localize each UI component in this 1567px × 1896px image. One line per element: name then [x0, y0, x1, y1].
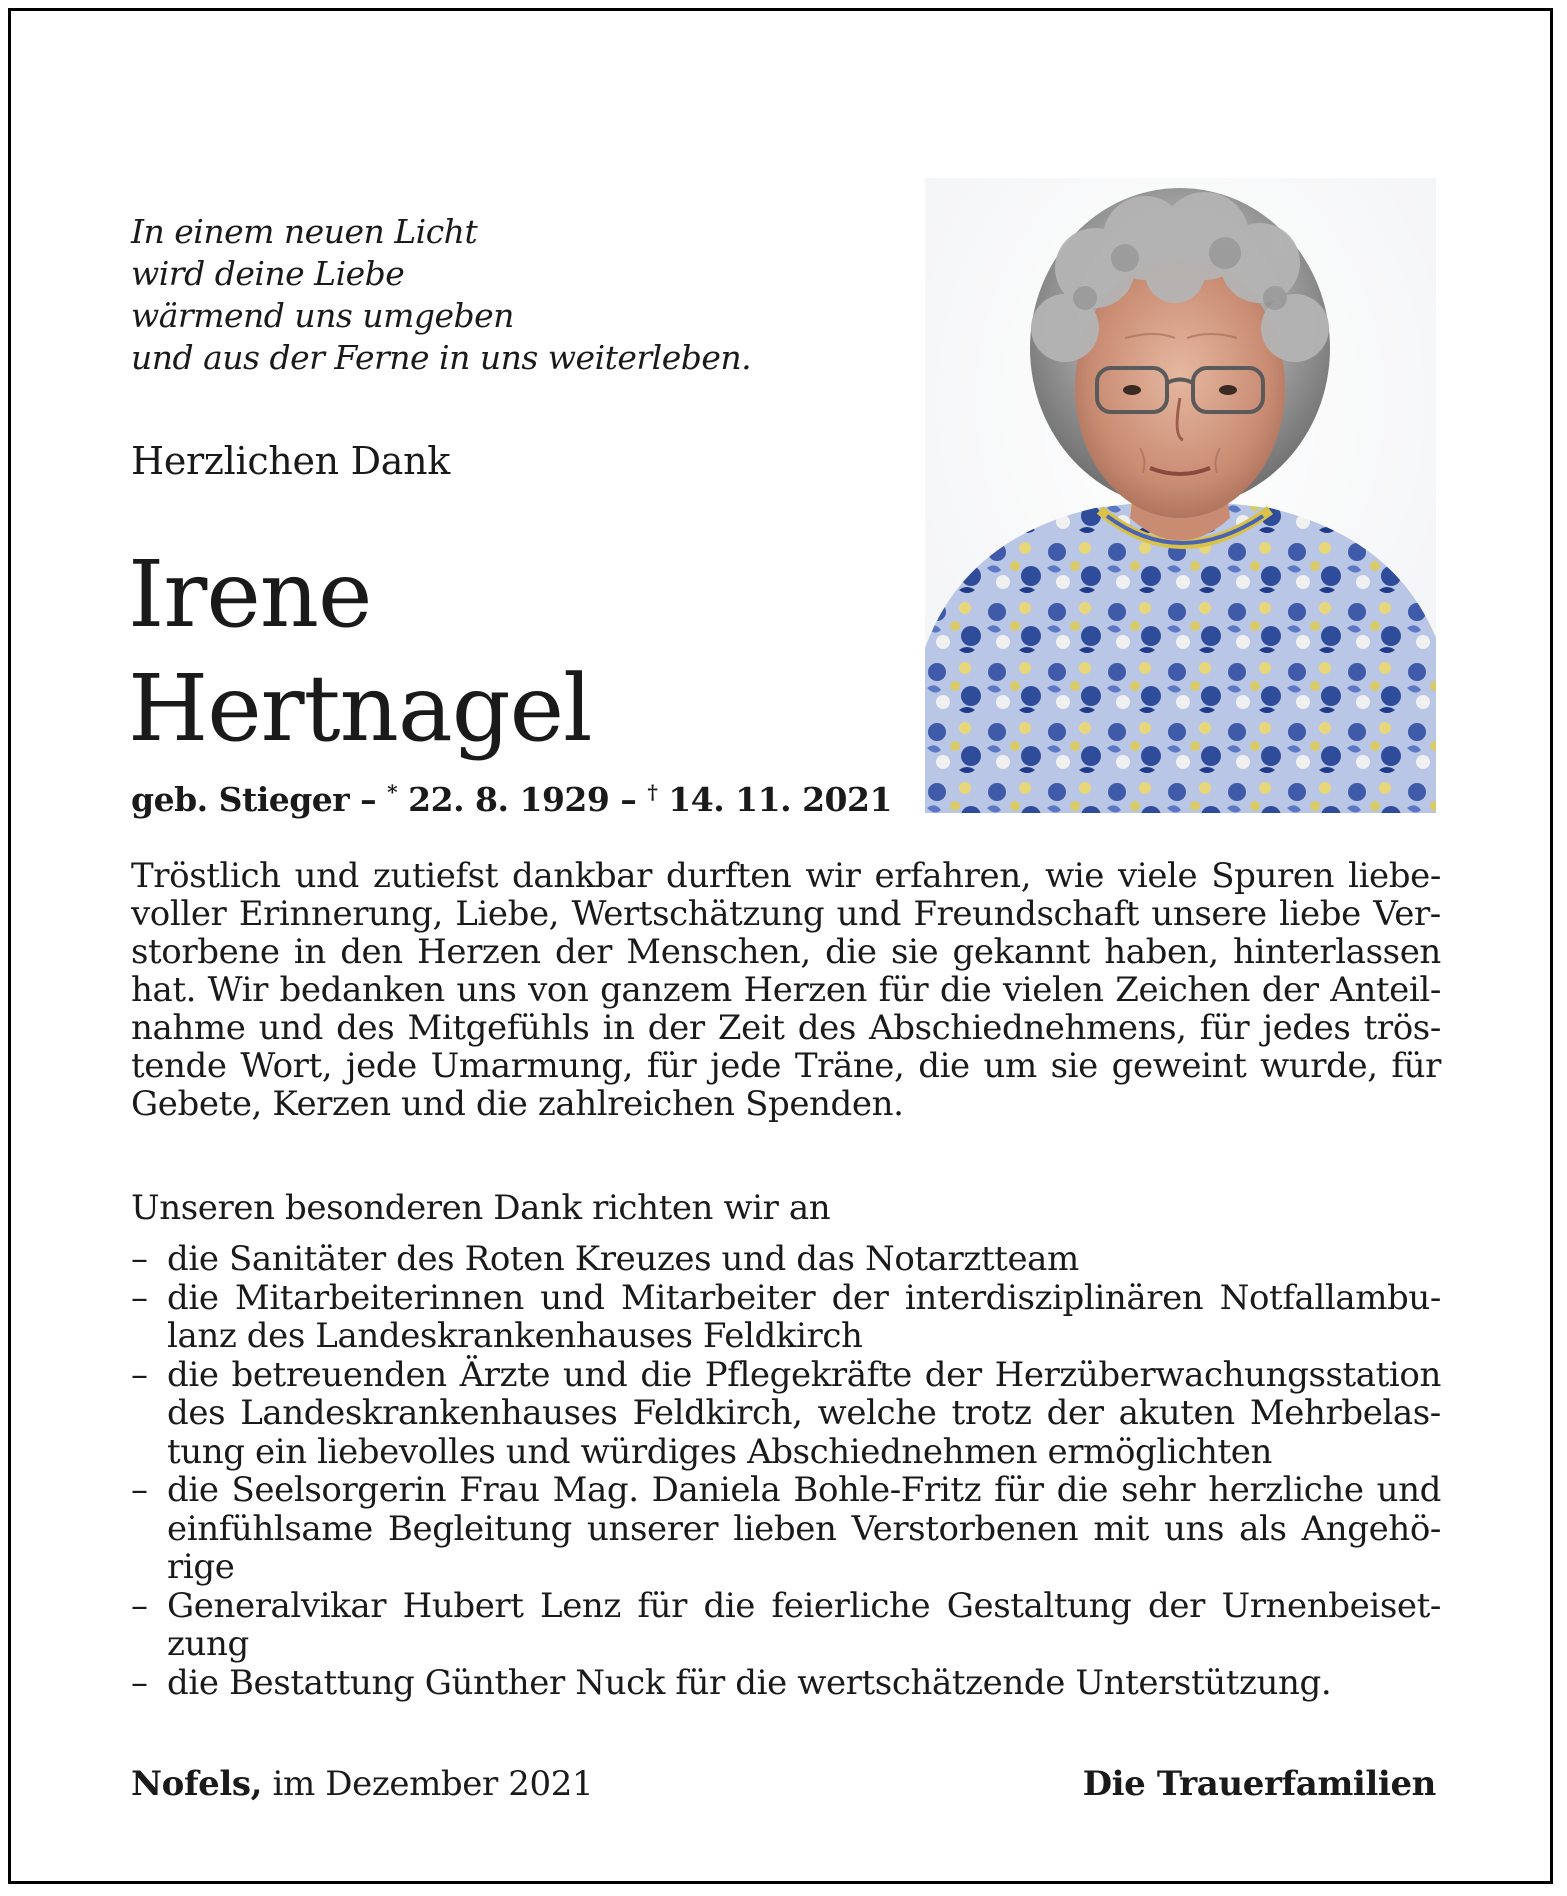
- text-line: storbene in den Herzen der Menschen, die sie gekannt haben, hinterlassen: [131, 932, 1441, 972]
- birth-name: geb. Stieger: [131, 780, 350, 819]
- last-name: Hertnagel: [128, 655, 592, 762]
- poem-line: und aus der Ferne in uns weiterleben.: [131, 338, 752, 377]
- list-item-line: die Seelsorgerin Frau Mag. Daniela Bohle-Fritz für die sehr herzliche und: [167, 1470, 1441, 1510]
- poem-line: wird deine Liebe: [131, 254, 405, 293]
- signature: Die Trauerfamilien: [1082, 1764, 1436, 1804]
- dash-bullet: –: [131, 1662, 148, 1703]
- list-item-line: Generalvikar Hubert Lenz für die feierliche Gestaltung der Urnenbeiset-: [167, 1585, 1441, 1626]
- dash-bullet: –: [131, 1470, 148, 1510]
- portrait-photo: [925, 178, 1436, 813]
- list-item-line: die Sanitäter des Roten Kreuzes und das Notarztteam: [167, 1239, 1079, 1279]
- thank-you-text: [131, 857, 1441, 1123]
- poem: [131, 211, 831, 379]
- deceased-name: [128, 538, 592, 766]
- dash-bullet: –: [131, 1239, 148, 1279]
- list-item: [131, 1240, 1441, 1279]
- list-item-line: zung: [167, 1624, 249, 1664]
- text-line: hat. Wir bedanken uns von ganzem Herzen für die vielen Zeichen der Anteil-: [131, 970, 1441, 1010]
- born-symbol: *: [387, 780, 398, 804]
- text-line: voller Erinnerung, Liebe, Wertschätzung und Freundschaft unsere liebe Ver-: [131, 894, 1441, 934]
- dash-bullet: –: [131, 1585, 148, 1626]
- first-name: Irene: [128, 541, 372, 648]
- text-line: nahme und des Mitgefühls in der Zeit des Abschiednehmens, für jedes trös-: [131, 1008, 1441, 1048]
- list-item-line: lanz des Landeskrankenhauses Feldkirch: [167, 1316, 863, 1356]
- date: im Dezember 2021: [272, 1764, 594, 1804]
- thanks-heading: Herzlichen Dank: [131, 439, 451, 483]
- list-item: [131, 1664, 1441, 1703]
- birth-date: 22. 8. 1929: [408, 780, 610, 819]
- list-item-line: tung ein liebevolles und würdiges Abschiednehmen ermöglichten: [167, 1431, 1272, 1472]
- dash-bullet: –: [131, 1277, 148, 1318]
- text-line: Tröstlich und zutiefst dankbar durften wir erfahren, wie viele Spuren liebe-: [131, 856, 1441, 896]
- died-symbol: †: [647, 780, 658, 804]
- list-item-line: rige: [167, 1547, 235, 1587]
- list-item-line: die Bestattung Günther Nuck für die wertschätzende Unterstützung.: [167, 1662, 1332, 1703]
- list-item: [131, 1587, 1441, 1664]
- life-dates: geb. Stieger – * 22. 8. 1929 – † 14. 11. 2021: [131, 780, 892, 819]
- list-item: [131, 1356, 1441, 1472]
- poem-line: wärmend uns umgeben: [131, 296, 514, 335]
- place: Nofels,: [131, 1764, 263, 1804]
- list-item: [131, 1471, 1441, 1587]
- list-item-line: die betreuenden Ärzte und die Pflegekräfte der Herzüberwachungsstation: [167, 1354, 1441, 1395]
- list-item: [131, 1279, 1441, 1356]
- special-thanks-list: [131, 1240, 1441, 1702]
- dash-bullet: –: [131, 1354, 148, 1395]
- special-thanks-intro: Unseren besonderen Dank richten wir an: [131, 1188, 831, 1228]
- list-item-line: einfühlsame Begleitung unserer lieben Verstorbenen mit uns als Angehö-: [167, 1508, 1441, 1549]
- text-line: Gebete, Kerzen und die zahlreichen Spenden.: [131, 1084, 904, 1124]
- list-item-line: die Mitarbeiterinnen und Mitarbeiter der interdisziplinären Notfallambu-: [167, 1277, 1441, 1318]
- text-line: tende Wort, jede Umarmung, für jede Träne, die um sie geweint wurde, für: [131, 1046, 1441, 1086]
- death-date: 14. 11. 2021: [668, 780, 892, 819]
- place-and-date: [131, 1762, 593, 1806]
- list-item-line: des Landeskrankenhauses Feldkirch, welche trotz der akuten Mehrbelas-: [167, 1393, 1441, 1433]
- poem-line: In einem neuen Licht: [131, 212, 478, 251]
